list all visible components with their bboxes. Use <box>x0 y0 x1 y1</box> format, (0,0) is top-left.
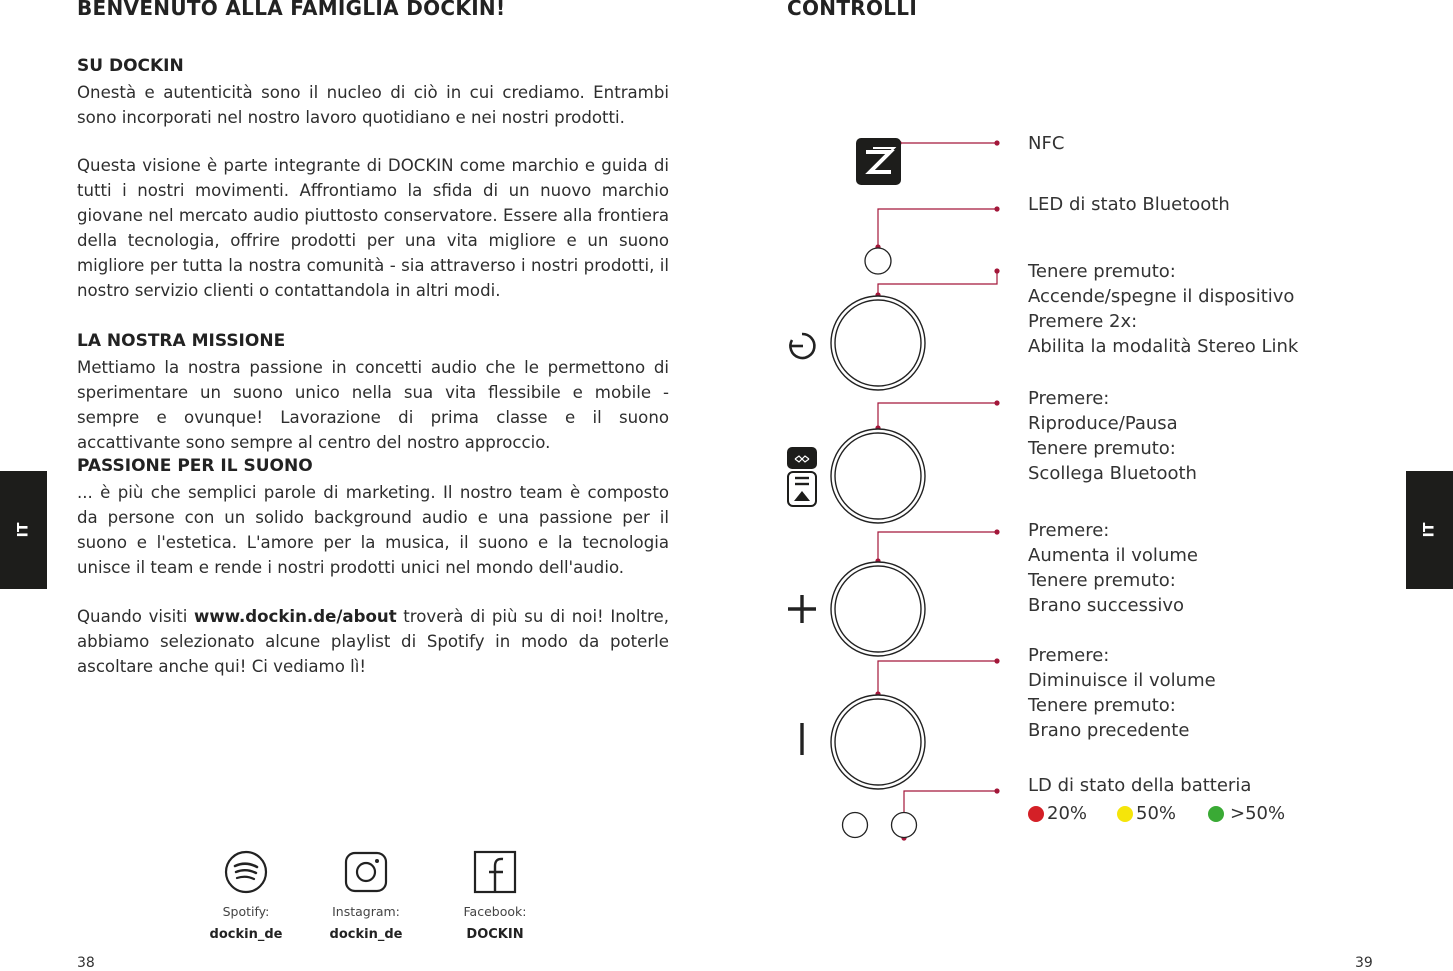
spotify-icon <box>224 850 268 894</box>
battery-legend <box>1028 803 1285 824</box>
facebook-handle: DOCKIN <box>466 927 524 942</box>
instagram-handle: dockin_de <box>329 927 403 942</box>
about-heading: SU DOCKIN <box>77 56 184 76</box>
page-number-right: 39 <box>1355 955 1373 971</box>
battery-level-over-50: >50% <box>1206 803 1285 824</box>
page-title-right: CONTROLLI <box>787 0 918 20</box>
power-icon <box>786 330 818 362</box>
minus-icon <box>796 722 808 756</box>
volume-down-description: Premere: Diminuisce il volume Tenere premuto: Brano precedente <box>1028 645 1216 741</box>
instagram-label: Instagram: <box>332 904 400 919</box>
play-pause-icon <box>786 446 818 508</box>
instagram-icon <box>344 850 388 894</box>
mission-paragraph: Mettiamo la nostra passione in concetti audio che le permettono di sperimentare un suono unico nella sua vita flessibile e mobile - sempre e ovunque! Lavorazione di prima classe e il suono accattivante sono sempre al centro del nostro approccio. <box>77 358 669 453</box>
about-paragraph-2: Questa visione è parte integrante di DOCKIN come marchio e guida di tutti i nostri movimenti. Affrontiamo la sfida di un nuovo marchio giovane nel mercato audio piuttosto conservatore. Essere alla frontiera della tecnologia, offrire prodotti per una vita migliore e un suono migliore per tutta la nostra comunità - sia attraverso i nostri prodotti, il nostro servizio clienti o contattandola in altri modi. <box>77 156 669 301</box>
language-tab-left: IT <box>0 471 47 589</box>
battery-leds <box>840 810 920 842</box>
bluetooth-led-label: LED di stato Bluetooth <box>1028 194 1230 215</box>
visit-paragraph: Quando visiti www.dockin.de/about troverà di più su di noi! Inoltre, abbiamo selezionato alcune playlist di Spotify in modo da poterle ascoltare anche qui! Ci vediamo lì! <box>77 607 669 677</box>
volume-down-button[interactable] <box>828 692 928 792</box>
facebook-label: Facebook: <box>463 904 527 919</box>
power-description: Tenere premuto: Accende/spegne il dispositivo Premere 2x: Abilita la modalità Stereo Link <box>1028 261 1299 357</box>
battery-dot-red <box>1028 806 1044 822</box>
mission-heading: LA NOSTRA MISSIONE <box>77 331 286 351</box>
spotify-block[interactable] <box>186 850 306 942</box>
spotify-handle: dockin_de <box>209 927 283 942</box>
passion-paragraph: ... è più che semplici parole di marketing. Il nostro team è composto da persone con un solido background audio e una passione per il suono e l'estetica. L'amore per la musica, il suono e la tecnologia unisce il team e rende i nostri prodotti unici nel mondo dell'audio. <box>77 483 669 578</box>
battery-dot-yellow <box>1117 806 1133 822</box>
battery-level-20: 20% <box>1028 803 1117 824</box>
power-button[interactable] <box>828 293 928 393</box>
nfc-label: NFC <box>1028 133 1065 154</box>
page-title-left: BENVENUTO ALLA FAMIGLIA DOCKIN! <box>77 0 506 20</box>
battery-title: LD di stato della batteria <box>1028 775 1252 796</box>
page-number-left: 38 <box>77 955 95 971</box>
nfc-icon <box>856 138 901 185</box>
play-pause-button[interactable] <box>828 426 928 526</box>
facebook-icon <box>473 850 517 894</box>
play-description: Premere: Riproduce/Pausa Tenere premuto: Scollega Bluetooth <box>1028 388 1197 484</box>
battery-level-50: 50% <box>1117 803 1206 824</box>
plus-icon <box>786 593 818 625</box>
battery-dot-green <box>1208 806 1224 822</box>
volume-up-button[interactable] <box>828 559 928 659</box>
language-tab-right: IT <box>1406 471 1453 589</box>
about-link[interactable]: www.dockin.de/about <box>194 607 397 626</box>
about-paragraph-1: Onestà e autenticità sono il nucleo di ciò in cui crediamo. Entrambi sono incorporati nel nostro lavoro quotidiano e nei nostri prodotti. <box>77 83 669 128</box>
bluetooth-led <box>862 245 894 277</box>
spotify-label: Spotify: <box>222 904 270 919</box>
volume-up-description: Premere: Aumenta il volume Tenere premuto: Brano successivo <box>1028 520 1198 616</box>
passion-heading: PASSIONE PER IL SUONO <box>77 456 313 476</box>
facebook-block[interactable] <box>435 850 555 942</box>
instagram-block[interactable] <box>306 850 426 942</box>
